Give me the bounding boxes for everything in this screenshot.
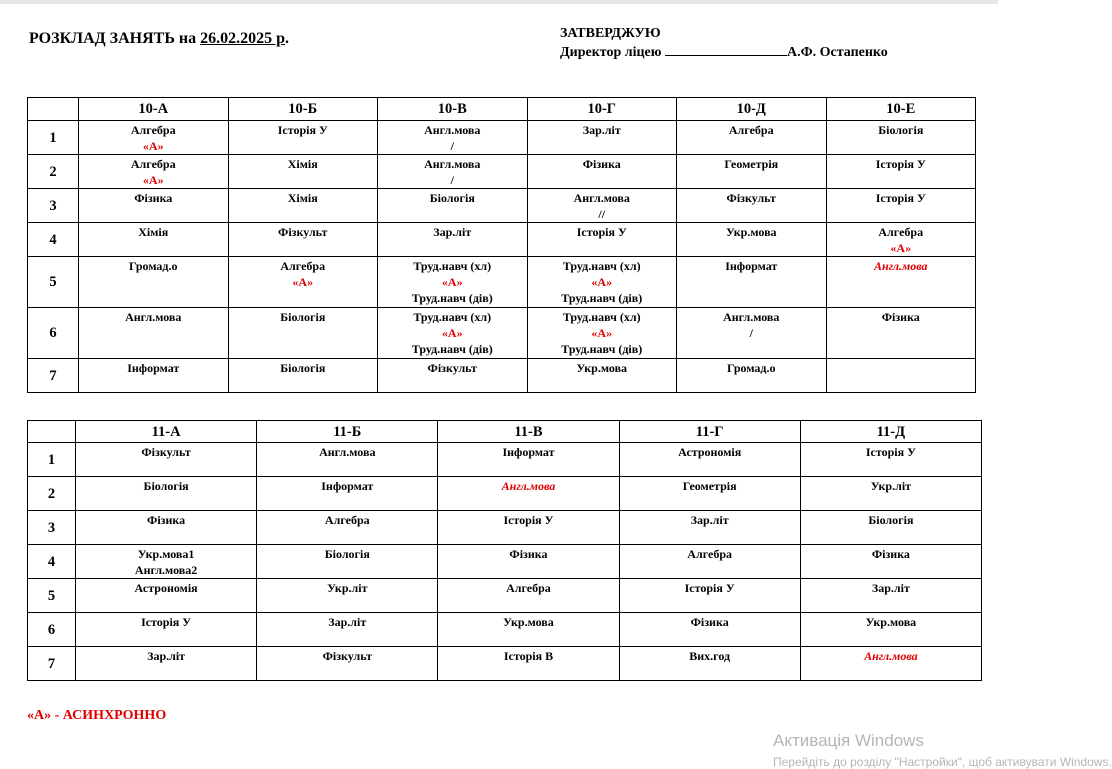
lesson-cell — [257, 443, 438, 477]
lesson-cell — [257, 545, 438, 579]
lesson-cell — [76, 477, 257, 511]
subject-line: Інформат — [725, 259, 778, 273]
lesson-cell — [76, 579, 257, 613]
class-header: 11-В — [438, 421, 619, 443]
lesson-cell — [76, 511, 257, 545]
subject-line: / — [450, 139, 454, 153]
lesson-cell — [677, 189, 827, 223]
async-marker: «А» — [591, 326, 613, 340]
lesson-cell — [438, 579, 619, 613]
subject-line: Труд.навч (дів) — [561, 342, 643, 356]
subject-line: Хімія — [287, 191, 318, 205]
async-marker: «А» — [142, 139, 164, 153]
class-header-row — [28, 98, 976, 121]
top-border — [0, 0, 998, 4]
subject-line: Біологія — [324, 547, 370, 561]
schedule-table-grade-11 — [27, 420, 982, 681]
subject-line: Хімія — [287, 157, 318, 171]
lesson-cell — [677, 155, 827, 189]
subject-line: // — [598, 207, 606, 221]
lesson-row — [28, 613, 982, 647]
lesson-row — [28, 511, 982, 545]
lesson-number: 4 — [28, 545, 76, 579]
class-header: 10-Б — [228, 98, 378, 121]
lesson-cell — [800, 443, 981, 477]
schedule-table-grade-10 — [27, 97, 976, 393]
subject-line: Алгебра — [324, 513, 370, 527]
lesson-cell — [257, 613, 438, 647]
lesson-cell — [79, 257, 229, 308]
lesson-cell — [527, 359, 677, 393]
lesson-cell — [826, 223, 976, 257]
lesson-cell — [378, 359, 528, 393]
subject-line: Біологія — [280, 361, 326, 375]
subject-line: Історія В — [503, 649, 554, 663]
subject-line: Геометрія — [682, 479, 737, 493]
subject-line: Алгебра — [878, 225, 924, 239]
lesson-cell — [378, 308, 528, 359]
lesson-number: 5 — [28, 257, 79, 308]
subject-line: Англ.мова — [424, 123, 481, 137]
subject-line: Історія У — [141, 615, 192, 629]
lesson-row — [28, 155, 976, 189]
subject-line: Історія У — [684, 581, 735, 595]
lesson-cell — [438, 613, 619, 647]
lesson-cell — [257, 511, 438, 545]
lesson-cell — [79, 155, 229, 189]
lesson-row — [28, 189, 976, 223]
subject-line: / — [749, 326, 753, 340]
lesson-cell — [228, 121, 378, 155]
lesson-cell — [677, 257, 827, 308]
class-header: 10-А — [79, 98, 229, 121]
lesson-cell — [228, 257, 378, 308]
async-marker: «А» — [142, 173, 164, 187]
subject-line: Зар.літ — [871, 581, 910, 595]
subject-line: Англ.мова — [424, 157, 481, 171]
lesson-cell — [619, 443, 800, 477]
subject-line: Алгебра — [687, 547, 732, 561]
lesson-cell — [257, 647, 438, 681]
lesson-cell — [527, 257, 677, 308]
subject-line: Укр.літ — [327, 581, 368, 595]
subject-line: Інформат — [127, 361, 180, 375]
subject-line: Укр.мова — [725, 225, 777, 239]
lesson-number: 5 — [28, 579, 76, 613]
lesson-row — [28, 359, 976, 393]
async-legend: «А» - АСИНХРОННО — [27, 708, 167, 723]
lesson-cell — [438, 443, 619, 477]
approval-title: ЗАТВЕРДЖУЮ — [560, 26, 661, 41]
lesson-cell — [438, 647, 619, 681]
subject-line: / — [450, 173, 454, 187]
lesson-cell — [378, 189, 528, 223]
lesson-cell — [619, 647, 800, 681]
subject-line: Англ.мова — [501, 479, 556, 493]
lesson-cell — [378, 121, 528, 155]
subject-line: Історія У — [865, 445, 916, 459]
lesson-cell — [527, 155, 677, 189]
subject-line: Фізика — [509, 547, 548, 561]
subject-line: Інформат — [502, 445, 555, 459]
subject-line: Біологія — [868, 513, 914, 527]
lesson-cell — [79, 308, 229, 359]
async-marker: «А» — [292, 275, 314, 289]
lesson-cell — [800, 545, 981, 579]
lesson-cell — [800, 579, 981, 613]
subject-line: Зар.літ — [433, 225, 472, 239]
subject-line: Труд.навч (дів) — [411, 342, 493, 356]
lesson-cell — [619, 477, 800, 511]
subject-line: Астрономія — [678, 445, 742, 459]
class-header: 11-А — [76, 421, 257, 443]
director-name: А.Ф. Остапенко — [786, 45, 888, 60]
subject-line: Алгебра — [728, 123, 774, 137]
lesson-number: 7 — [28, 647, 76, 681]
lesson-cell — [619, 613, 800, 647]
subject-line: Труд.навч (дів) — [411, 291, 493, 305]
subject-line: Труд.навч (хл) — [562, 259, 641, 273]
lesson-cell — [228, 223, 378, 257]
lesson-number: 1 — [28, 443, 76, 477]
subject-line: Укр.мова — [576, 361, 628, 375]
lesson-number: 2 — [28, 155, 79, 189]
page-title: РОЗКЛАД ЗАНЯТЬ на 26.02.2025 р. — [29, 30, 290, 47]
lesson-cell — [76, 647, 257, 681]
lesson-cell — [79, 189, 229, 223]
lesson-row — [28, 647, 982, 681]
class-header: 11-Д — [800, 421, 981, 443]
approval-block — [560, 24, 888, 62]
lesson-cell — [800, 613, 981, 647]
subject-line: Історія У — [875, 191, 926, 205]
lesson-cell — [79, 121, 229, 155]
lesson-cell — [619, 511, 800, 545]
subject-line: Біологія — [143, 479, 189, 493]
lesson-row — [28, 579, 982, 613]
lesson-cell — [228, 189, 378, 223]
subject-line: Фізкульт — [427, 361, 477, 375]
subject-line: Вих.год — [689, 649, 731, 663]
lesson-cell — [257, 579, 438, 613]
subject-line: Зар.літ — [582, 123, 621, 137]
subject-line: Біологія — [280, 310, 326, 324]
corner-cell — [28, 421, 76, 443]
subject-line: Фізкульт — [141, 445, 191, 459]
class-header: 10-В — [378, 98, 528, 121]
lesson-number: 3 — [28, 511, 76, 545]
lesson-cell — [527, 189, 677, 223]
subject-line: Громад.о — [129, 259, 178, 273]
lesson-cell — [677, 308, 827, 359]
subject-line: Зар.літ — [690, 513, 729, 527]
subject-line: Англ.мова — [723, 310, 780, 324]
windows-activation-watermark: Активація Windows Перейдіть до розділу "Настройки", щоб активувати Windows. — [773, 731, 1112, 769]
lesson-cell — [826, 257, 976, 308]
lesson-row — [28, 121, 976, 155]
subject-line: Фізика — [871, 547, 910, 561]
class-header: 10-Г — [527, 98, 677, 121]
lesson-cell — [677, 359, 827, 393]
lesson-cell — [257, 477, 438, 511]
subject-line: Фізкульт — [278, 225, 328, 239]
subject-line: Інформат — [321, 479, 374, 493]
lesson-number: 6 — [28, 308, 79, 359]
approval-signature-line: Директор ліцею А.Ф. Остапенко — [560, 45, 888, 60]
lesson-cell — [378, 257, 528, 308]
subject-line: Фізика — [147, 513, 186, 527]
lesson-number: 1 — [28, 121, 79, 155]
subject-line: Труд.навч (дів) — [561, 291, 643, 305]
lesson-cell — [826, 155, 976, 189]
subject-line: Фізика — [582, 157, 621, 171]
lesson-cell — [800, 511, 981, 545]
lesson-number: 4 — [28, 223, 79, 257]
subject-line: Укр.літ — [870, 479, 912, 493]
async-marker: «А» — [591, 275, 613, 289]
lesson-cell — [800, 647, 981, 681]
subject-line: Громад.о — [727, 361, 776, 375]
subject-line: Біологія — [878, 123, 924, 137]
subject-line: Фізика — [690, 615, 729, 629]
subject-line: Укр.мова1 — [137, 547, 195, 561]
subject-line: Англ.мова2 — [134, 563, 198, 577]
subject-line: Англ.мова — [319, 445, 376, 459]
lesson-cell — [79, 359, 229, 393]
subject-line: Історія У — [576, 225, 627, 239]
schedule-date: 26.02.2025 р — [200, 30, 286, 47]
corner-cell — [28, 98, 79, 121]
lesson-cell — [826, 121, 976, 155]
lesson-cell — [438, 511, 619, 545]
subject-line: Труд.навч (хл) — [413, 310, 492, 324]
lesson-cell — [378, 155, 528, 189]
lesson-cell — [527, 121, 677, 155]
subject-line: Фізкульт — [322, 649, 372, 663]
lesson-cell — [228, 308, 378, 359]
subject-line: Хімія — [138, 225, 169, 239]
lesson-cell — [228, 359, 378, 393]
lesson-row — [28, 443, 982, 477]
subject-line: Історія У — [277, 123, 328, 137]
lesson-cell — [826, 359, 976, 393]
subject-line: Зар.літ — [147, 649, 186, 663]
lesson-cell — [800, 477, 981, 511]
lesson-cell — [527, 223, 677, 257]
subject-line: Англ.мова — [125, 310, 182, 324]
class-header: 11-Б — [257, 421, 438, 443]
subject-line: Труд.навч (хл) — [562, 310, 641, 324]
lesson-cell — [378, 223, 528, 257]
subject-line: Біологія — [429, 191, 475, 205]
subject-line: Астрономія — [134, 581, 198, 595]
lesson-cell — [76, 545, 257, 579]
lesson-cell — [826, 308, 976, 359]
lesson-row — [28, 257, 976, 308]
subject-line: Англ.мова — [573, 191, 630, 205]
lesson-number: 6 — [28, 613, 76, 647]
lesson-cell — [76, 443, 257, 477]
subject-line: Зар.літ — [328, 615, 367, 629]
lesson-cell — [228, 155, 378, 189]
lesson-row — [28, 308, 976, 359]
subject-line: Алгебра — [130, 123, 176, 137]
subject-line: Алгебра — [506, 581, 551, 595]
subject-line: Укр.мова — [865, 615, 917, 629]
lesson-cell — [76, 613, 257, 647]
class-header-row — [28, 421, 982, 443]
lesson-cell — [826, 189, 976, 223]
lesson-row — [28, 477, 982, 511]
lesson-row — [28, 223, 976, 257]
subject-line: Геометрія — [724, 157, 779, 171]
lesson-cell — [619, 545, 800, 579]
lesson-cell — [79, 223, 229, 257]
class-header: 11-Г — [619, 421, 800, 443]
lesson-cell — [527, 308, 677, 359]
lesson-number: 7 — [28, 359, 79, 393]
lesson-number: 3 — [28, 189, 79, 223]
signature-underline — [665, 44, 787, 56]
subject-line: Фізика — [134, 191, 173, 205]
subject-line: Історія У — [875, 157, 926, 171]
lesson-number: 2 — [28, 477, 76, 511]
subject-line: Англ.мова — [864, 649, 918, 663]
lesson-cell — [619, 579, 800, 613]
lesson-cell — [438, 477, 619, 511]
subject-line: Труд.навч (хл) — [413, 259, 492, 273]
async-marker: «А» — [441, 326, 463, 340]
subject-line: Укр.мова — [503, 615, 554, 629]
subject-line: Історія У — [503, 513, 554, 527]
subject-line: Фізкульт — [726, 191, 776, 205]
lesson-cell — [677, 121, 827, 155]
lesson-cell — [677, 223, 827, 257]
class-header: 10-Е — [826, 98, 976, 121]
subject-line: Фізика — [881, 310, 920, 324]
subject-line: Англ.мова — [873, 259, 928, 273]
lesson-row — [28, 545, 982, 579]
subject-line: Алгебра — [280, 259, 326, 273]
class-header: 10-Д — [677, 98, 827, 121]
lesson-cell — [438, 545, 619, 579]
subject-line: Алгебра — [130, 157, 176, 171]
async-marker: «А» — [890, 241, 912, 255]
async-marker: «А» — [441, 275, 463, 289]
